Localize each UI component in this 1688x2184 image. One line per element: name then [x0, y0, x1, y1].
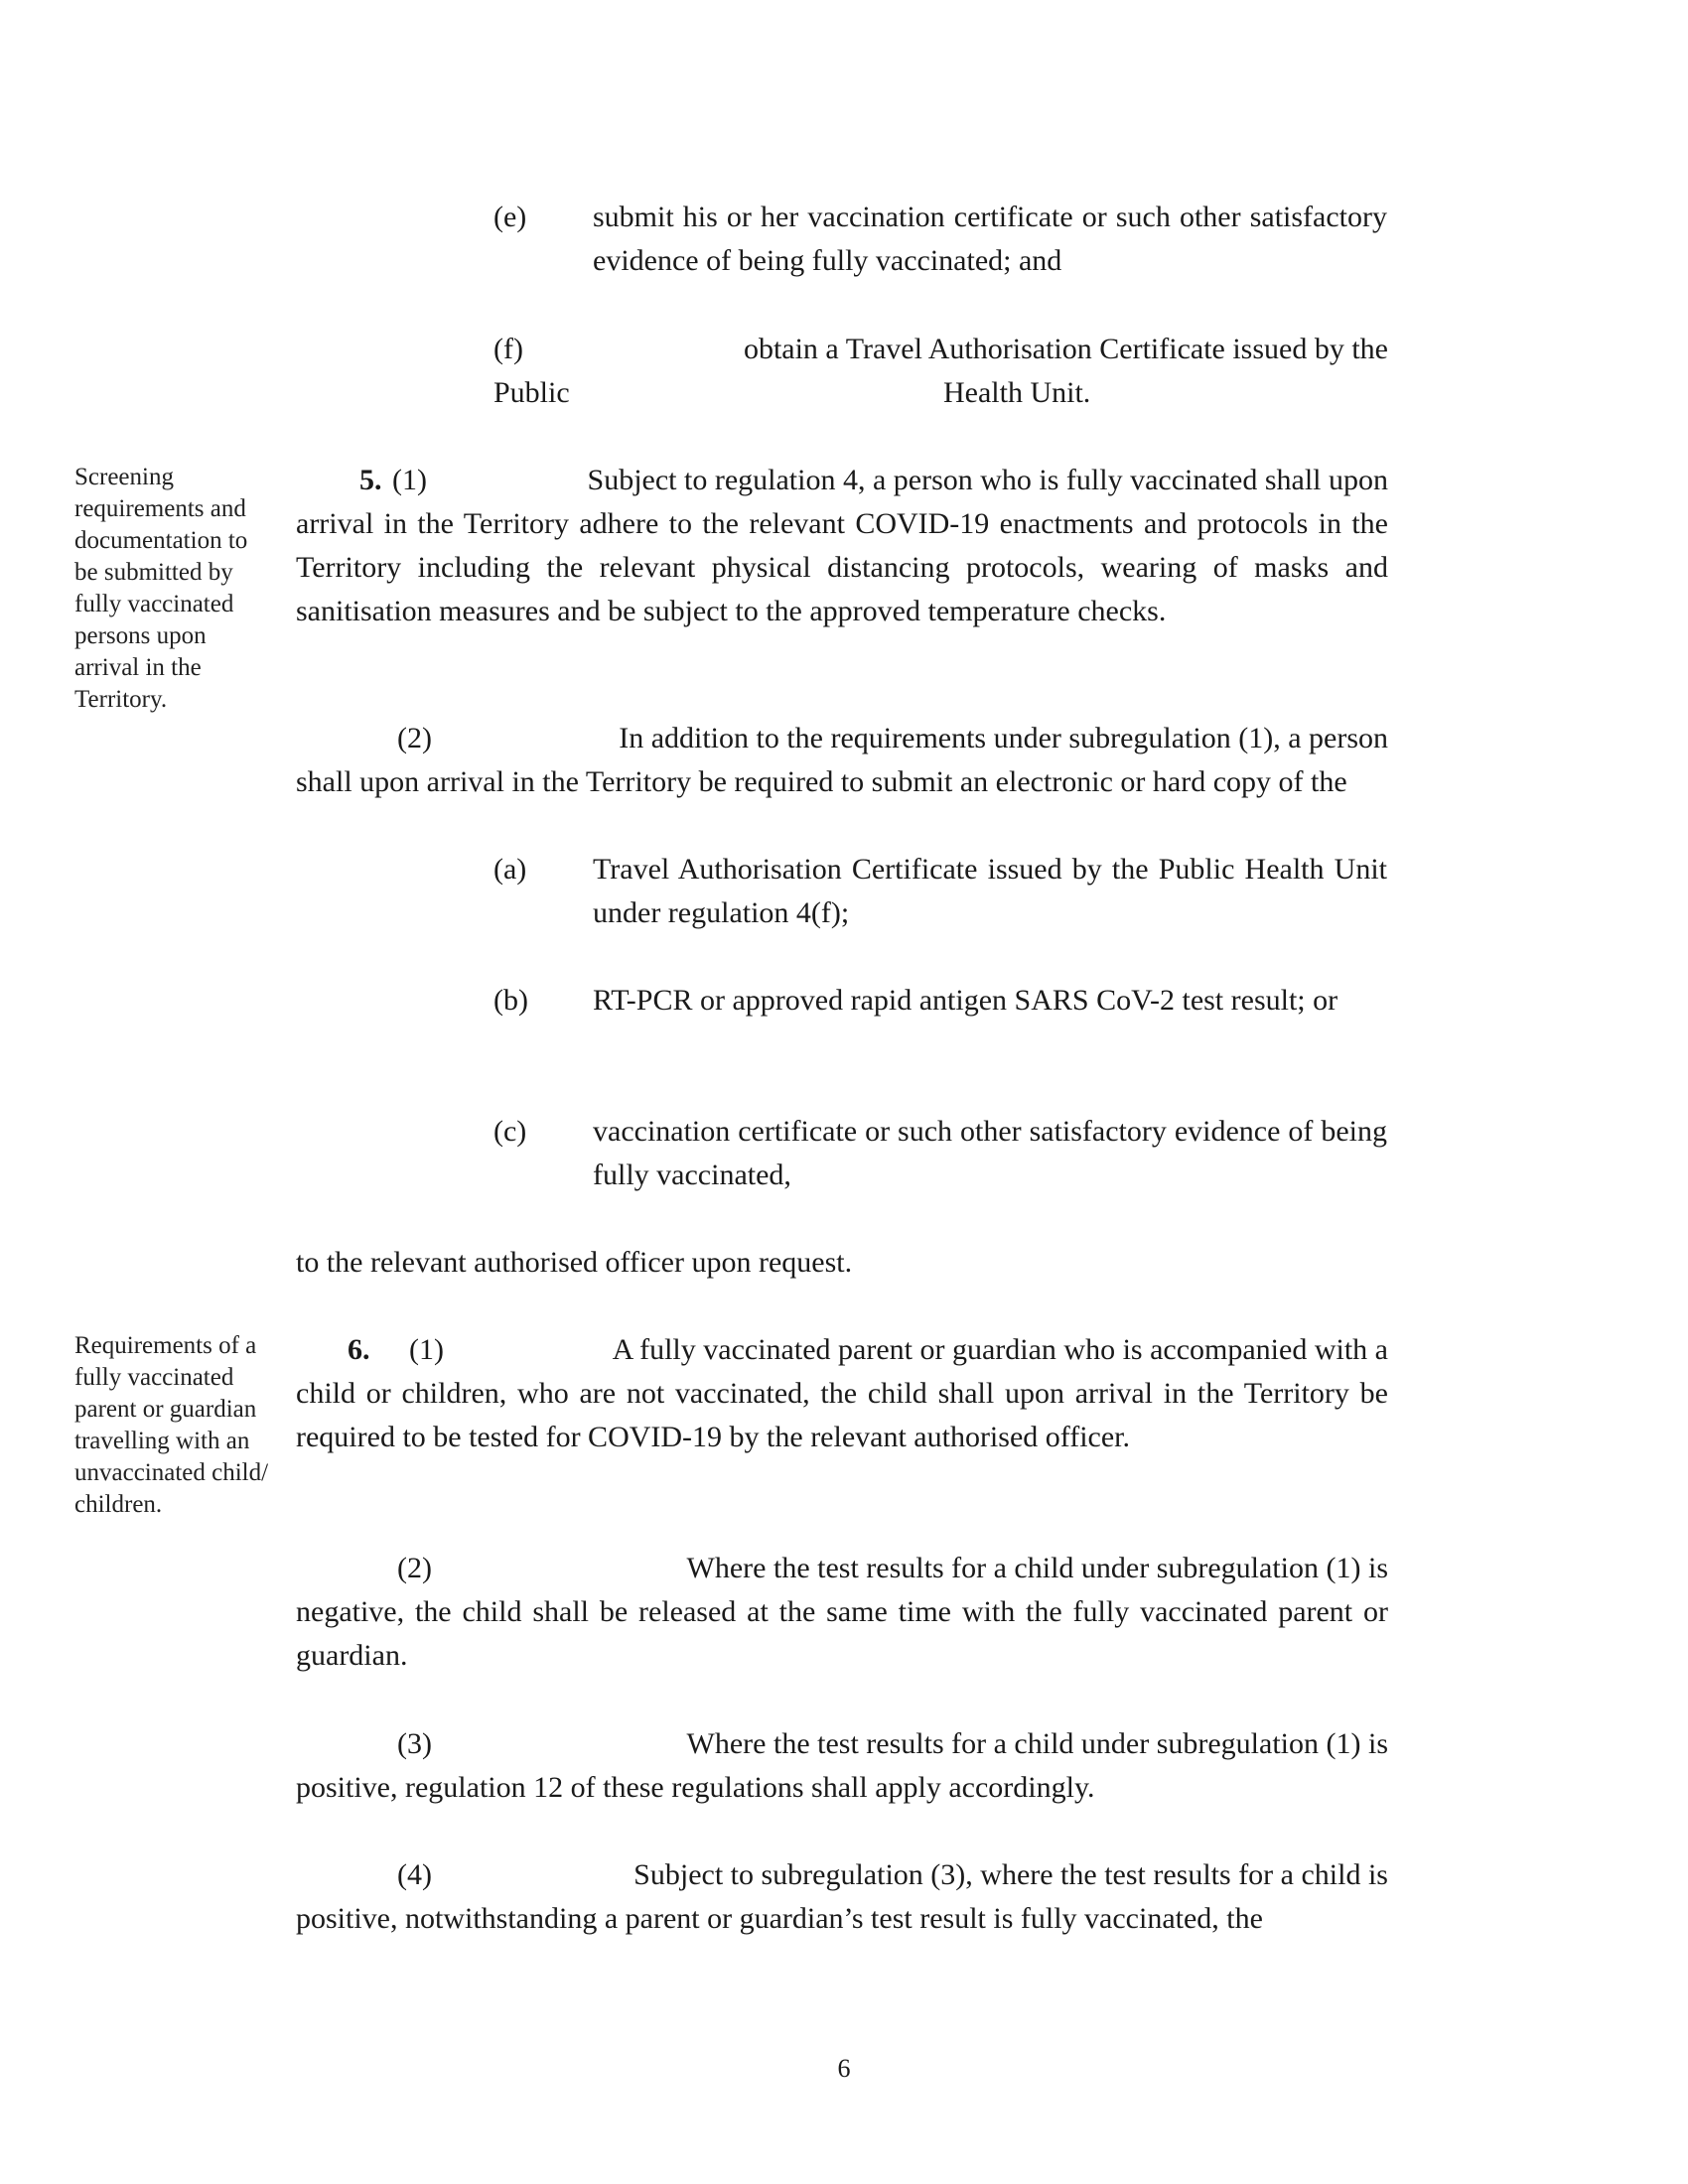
margin-note-reg5: Screening requirements and documentation to be submitted by fully vaccinated persons upon arrival in the Territory. — [74, 464, 248, 713]
subreg-label-6-2: (2) — [397, 1552, 432, 1584]
item-label-b: (b) — [493, 984, 528, 1017]
subreg-6-1-text: child or children, who are not vaccinated, the child shall upon arrival in the Territory be required to be tested for COVID-19 by the relevant authorised officer. — [296, 1377, 1388, 1453]
subreg-label-5-1: (1) — [392, 464, 427, 496]
subreg-label-6-1: (1) — [409, 1333, 444, 1366]
item-text-f-line1: obtain a Travel Authorisation Certificate issued by the — [743, 333, 1388, 365]
reg5-closing-text: to the relevant authorised officer upon request. — [296, 1246, 853, 1279]
subreg-6-1-first-line: A fully vaccinated parent or guardian who is accompanied with a — [612, 1333, 1388, 1366]
item-text-e: submit his or her vaccination certificate or such other satisfactory evidence of being fully vaccinated; and — [593, 201, 1387, 277]
subreg-6-3-first-line: Where the test results for a child under subregulation (1) is — [686, 1727, 1388, 1760]
subreg-label-5-2: (2) — [397, 722, 432, 754]
subreg-label-6-4: (4) — [397, 1858, 432, 1891]
subreg-6-2-first-line: Where the test results for a child under subregulation (1) is — [686, 1552, 1388, 1584]
subreg-5-1-first-line: Subject to regulation 4, a person who is fully vaccinated shall upon — [587, 464, 1388, 496]
item-text-a: Travel Authorisation Certificate issued by the Public Health Unit under regulation 4(f); — [593, 853, 1387, 929]
subreg-label-6-3: (3) — [397, 1727, 432, 1760]
subreg-6-3-text: positive, regulation 12 of these regulations shall apply accordingly. — [296, 1771, 1095, 1804]
margin-note-reg6: Requirements of a fully vaccinated parent or guardian travelling with an unvaccinated child/ children. — [74, 1332, 269, 1518]
item-label-e: (e) — [493, 201, 527, 233]
subreg-6-4-text: positive, notwithstanding a parent or guardian’s test result is fully vaccinated, the — [296, 1902, 1263, 1935]
item-text-f-health-unit: Health Unit. — [943, 376, 1091, 409]
regulation-number-6: 6. — [348, 1333, 370, 1366]
subreg-5-1-text: arrival in the Territory adhere to the relevant COVID-19 enactments and protocols in the Territory including the relevant physical distancing protocols, wearing of masks and sanitisation measures and be subject to the approved temperature checks. — [296, 507, 1388, 627]
regulation-number-5: 5. — [359, 464, 382, 496]
subreg-6-2-text: negative, the child shall be released at the same time with the fully vaccinated parent or guardian. — [296, 1595, 1388, 1672]
subreg-6-4-first-line: Subject to subregulation (3), where the test results for a child is — [633, 1858, 1388, 1891]
item-text-f-public: Public — [493, 376, 570, 409]
item-label-c: (c) — [493, 1115, 527, 1148]
subreg-5-2-first-line: In addition to the requirements under subregulation (1), a person — [619, 722, 1388, 754]
item-label-a: (a) — [493, 853, 527, 886]
item-text-b: RT-PCR or approved rapid antigen SARS CoV-2 test result; or — [593, 984, 1338, 1017]
subreg-5-2-text: shall upon arrival in the Territory be required to submit an electronic or hard copy of the — [296, 765, 1347, 798]
item-label-f: (f) — [493, 333, 523, 365]
page-number: 6 — [837, 2054, 851, 2083]
item-text-c: vaccination certificate or such other satisfactory evidence of being fully vaccinated, — [593, 1115, 1387, 1191]
